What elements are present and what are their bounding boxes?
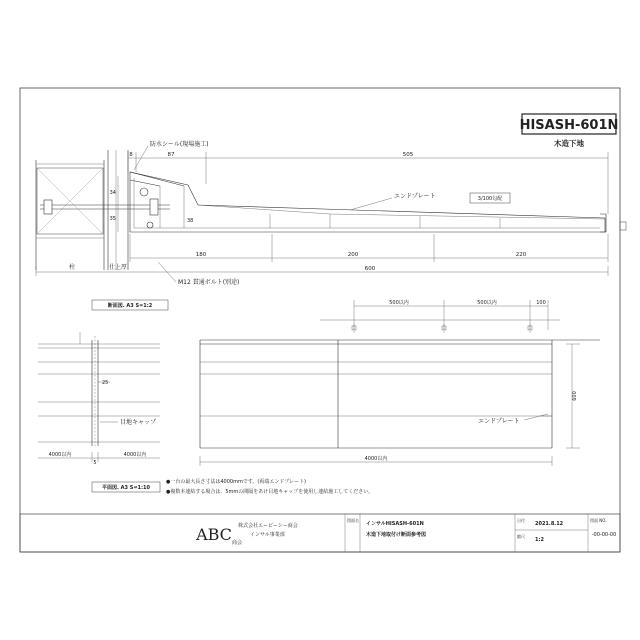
label-seal: 防水シール(現場施工) <box>150 141 209 148</box>
elevation-bottom-left: 4000以内 <box>48 452 72 458</box>
elevation-heading: 断面図. A3 S=1:2 <box>107 303 153 309</box>
elevation-view <box>38 300 168 466</box>
scale-value: 1:2 <box>535 537 544 543</box>
elevation-dim-gap: 25 <box>102 380 109 386</box>
drawing-no-label: 図面 NO. <box>590 518 607 523</box>
label-slope: 3/100勾配 <box>477 196 503 202</box>
model-name: HISASH-601N <box>519 118 619 133</box>
front-dim-top-3: 100 <box>536 300 546 306</box>
dim-top-3: 505 <box>402 152 414 158</box>
dim-total: 600 <box>364 266 376 272</box>
label-end-plate: エンドプレート <box>394 193 436 200</box>
label-bolt: M12 貫通ボルト(別途) <box>178 279 240 286</box>
front-dim-top-1: 500以内 <box>389 300 409 306</box>
company-division: インサル事業部 <box>250 532 285 538</box>
date-value: 2021.8.12 <box>535 521 564 527</box>
drawing-name-label: 図面名 <box>347 518 359 523</box>
drawing-name-2: 木造下地取付け断面参考図 <box>366 532 427 538</box>
dim-top-1: 8 <box>129 152 133 158</box>
bolt-nut-left <box>44 200 52 214</box>
section-drawing <box>36 140 626 286</box>
front-height: 600 <box>572 391 578 401</box>
company-name: 株式会社エービーシー商会 <box>238 523 298 529</box>
model-subtitle: 木造下地 <box>554 139 584 148</box>
elevation-bottom-right: 4000以内 <box>123 452 147 458</box>
dim-bottom-3: 220 <box>515 252 527 258</box>
drawing-name-1: インサルHISASH-601N <box>366 521 424 527</box>
canopy-profile <box>130 172 605 232</box>
front-bottom: 4000以内 <box>364 456 388 462</box>
dim-bottom-2: 200 <box>347 252 359 258</box>
bolt-nut-right <box>150 199 158 215</box>
plan-heading: 平面図. A3 S=1:10 <box>102 485 150 491</box>
dim-inner: 38 <box>187 218 194 224</box>
front-dim-top-2: 500以内 <box>477 300 497 306</box>
front-end-plate: エンドプレート <box>478 418 520 425</box>
note-1: ●一台の最大長さ寸法は4000mmです。(両端エンドプレート) <box>166 479 306 485</box>
dim-bottom-1: 180 <box>195 252 207 258</box>
dim-left-1: 34 <box>109 190 116 196</box>
date-label: 日付 <box>517 518 525 523</box>
model-title-box <box>520 114 619 148</box>
label-pillar: 柱 <box>68 264 76 271</box>
title-block <box>20 514 620 552</box>
scale-label: 縮尺 <box>517 534 525 539</box>
drawing-no-value: -00-00-00 <box>591 532 617 538</box>
company-logo-sub: 商会 <box>232 540 243 546</box>
front-view <box>200 299 600 466</box>
note-2: ●複数本連結する場合は、5mmの間隔をあけ目地キャップを使用し連結施工してください。 <box>166 489 374 495</box>
company-logo: ABC <box>196 525 232 544</box>
label-joint-cap: 目地キャップ <box>120 419 157 426</box>
elevation-bottom-gap: 5 <box>93 460 97 466</box>
dim-top-2: 87 <box>167 152 175 158</box>
label-finish: 仕上厚 <box>108 264 128 271</box>
dim-left-2: 35 <box>109 216 116 222</box>
